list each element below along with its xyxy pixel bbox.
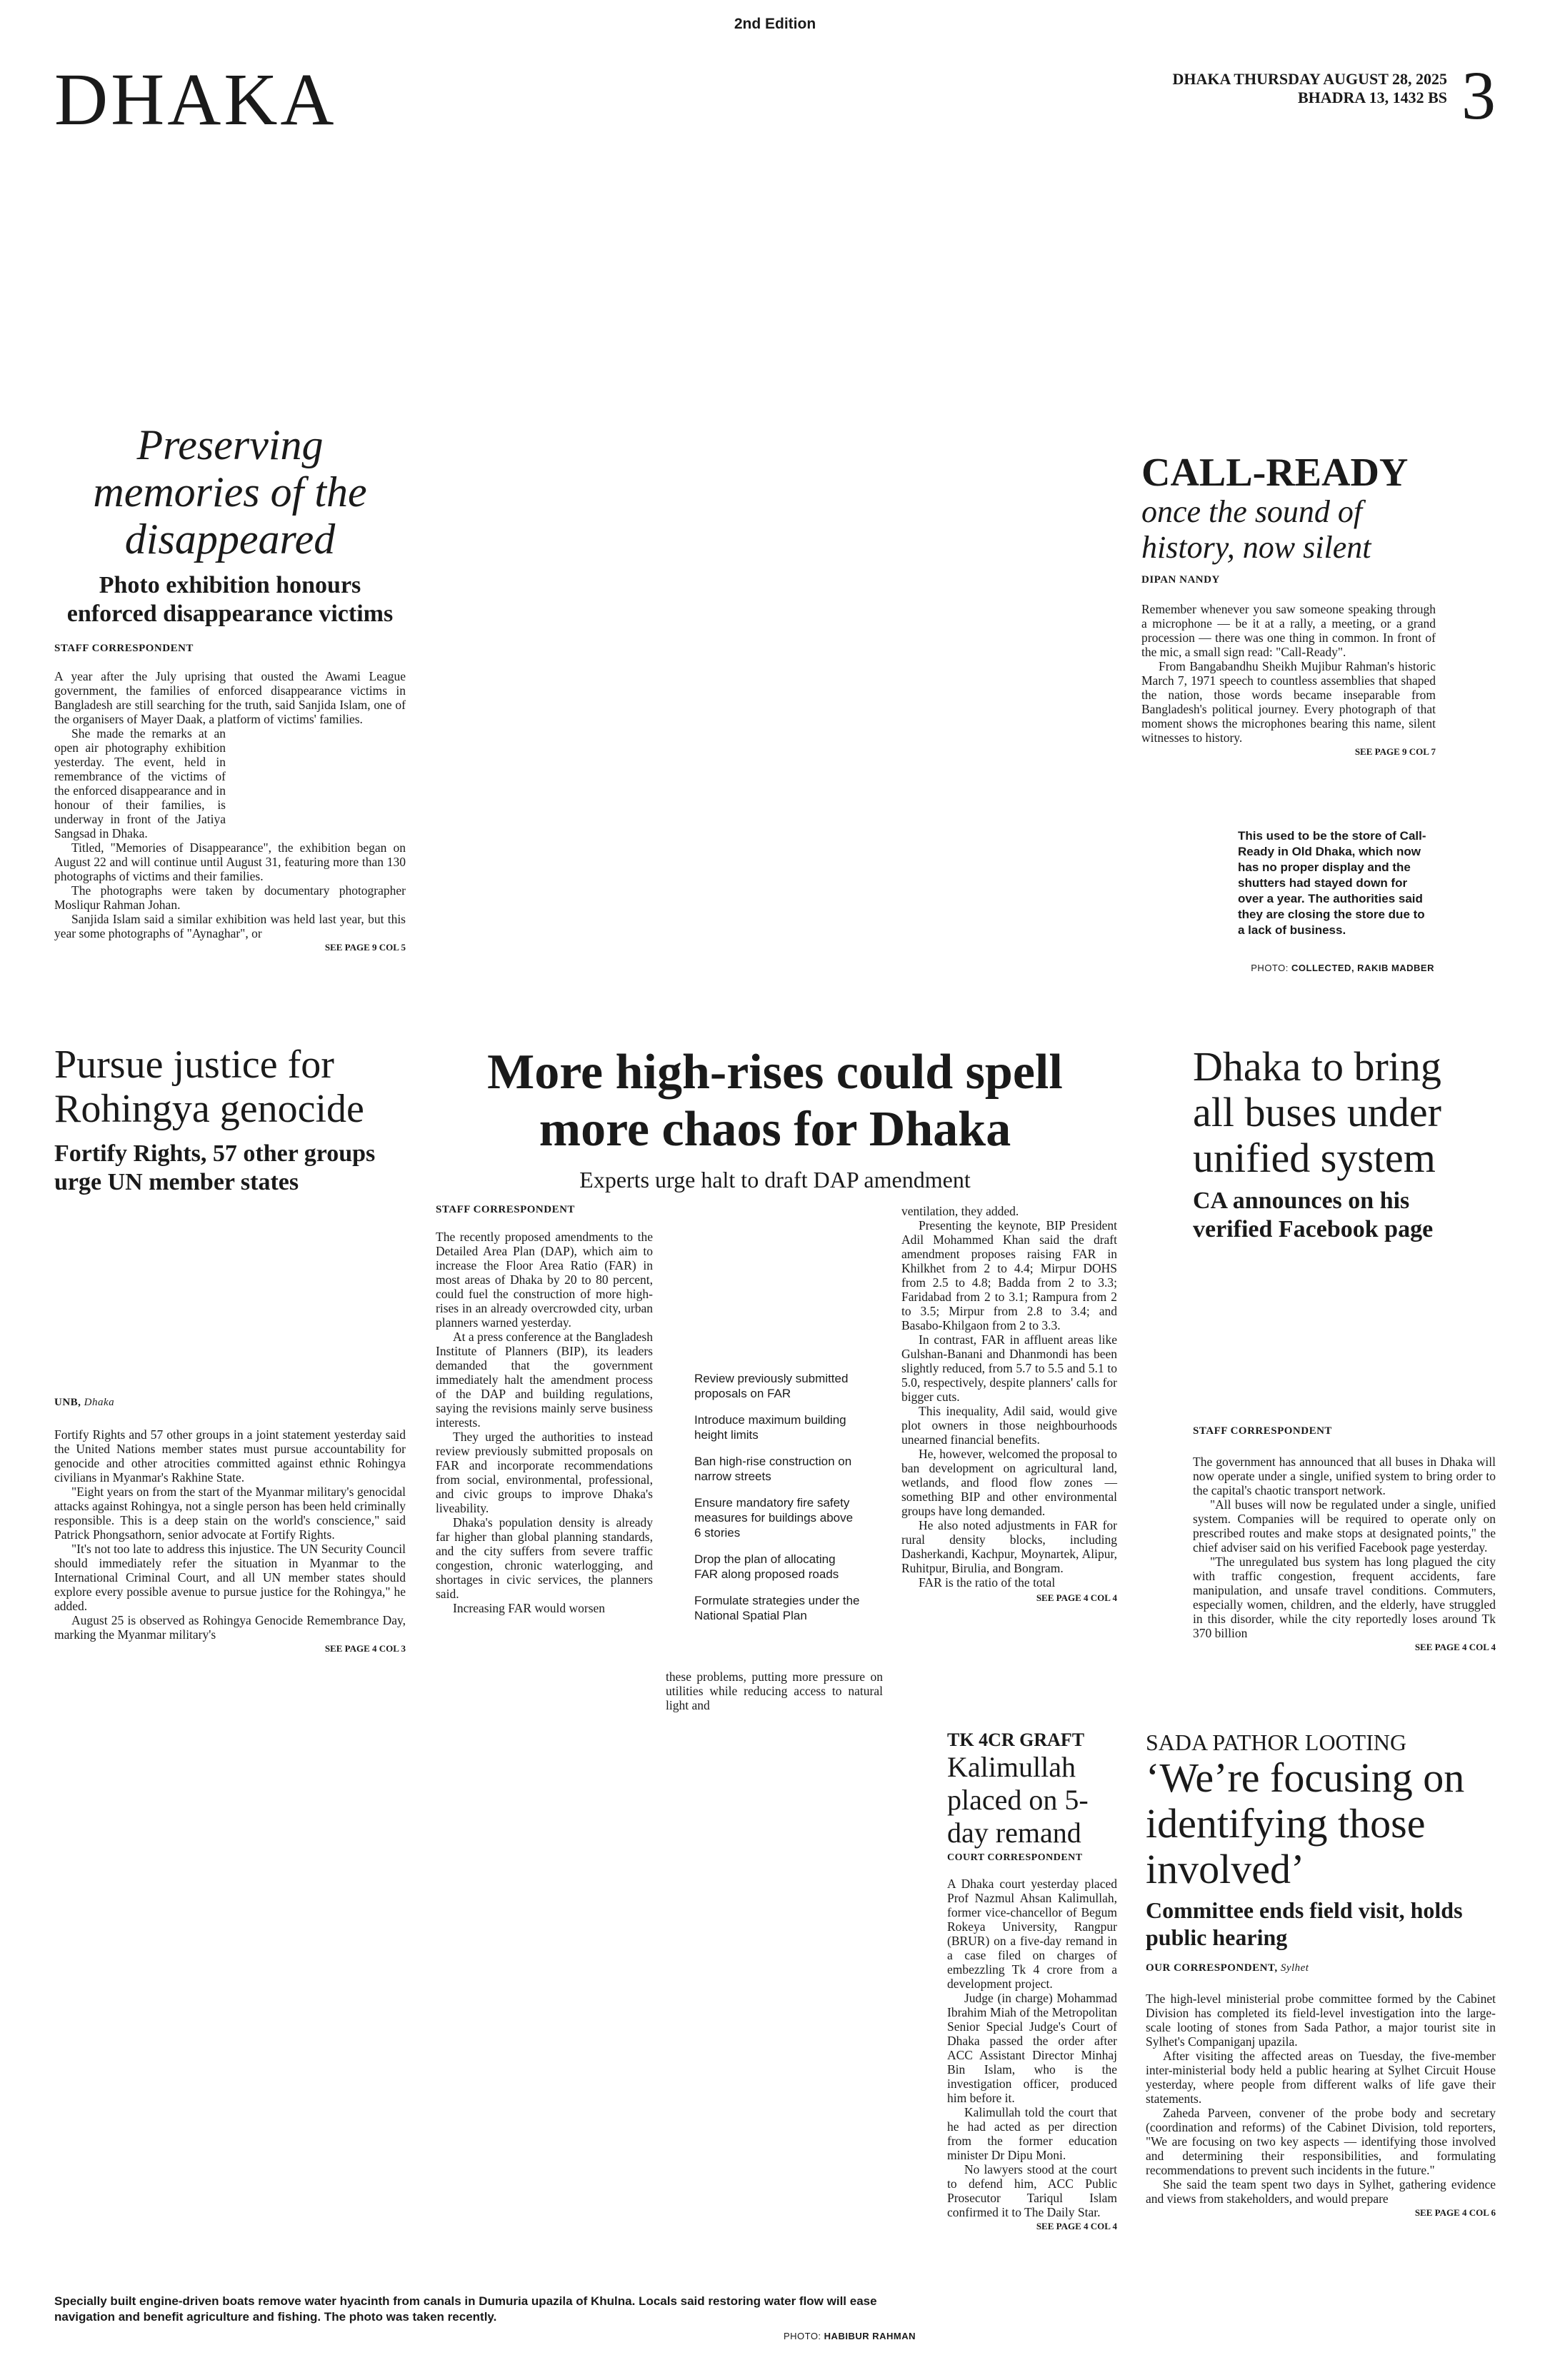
demand-item: Drop the plan of allocating FAR along proposed roads	[694, 1552, 839, 1581]
byline: STAFF CORRESPONDENT	[1193, 1425, 1332, 1437]
byline: STAFF CORRESPONDENT	[436, 1204, 575, 1215]
paragraph: At a press conference at the Bangladesh Institute of Planners (BIP), its leaders demanded that the government immediately halt the amendment process of the DAP and building regulations, saying the revisions mainly serve business interests.	[436, 1330, 653, 1430]
paragraph: The high-level ministerial probe committee formed by the Cabinet Division has completed its field-level investigation into the large-scale looting of stones from Sada Pathor, a major tourist site in Sylhet's Companiganj upazila.	[1146, 1992, 1496, 2049]
kicker: TK 4CR GRAFT	[947, 1729, 1085, 1750]
highrise-col-1	[436, 1230, 653, 1615]
byline: DIPAN NANDY	[1141, 574, 1220, 586]
story-buses	[1193, 1044, 1493, 1244]
dateline	[1173, 70, 1447, 107]
page-number: 3	[1461, 57, 1496, 134]
paragraph: From Bangabandhu Sheikh Mujibur Rahman's historic March 7, 1971 speech to countless assemblies that shaped the nation, those words became inseparable from Bangladesh's political journey. Every photograph of that moment shows the microphones bearing this name, silent witnesses to history.	[1141, 659, 1436, 745]
demands-box	[694, 1371, 860, 1635]
paragraph: FAR is the ratio of the total	[919, 1575, 1056, 1590]
demand-item: Ensure mandatory fire safety measures for buildings above 6 stories	[694, 1496, 854, 1540]
headline: Preserving memories of the disappeared	[93, 421, 367, 563]
paragraph: Titled, "Memories of Disappearance", the exhibition began on August 22 and will continue until August 31, featuring more than 130 photographs of victims and their families.	[54, 840, 406, 883]
story-body	[1193, 1455, 1496, 1640]
paragraph: She made the remarks at an open air photography exhibition yesterday. The event, held in remembrance of the victims of the enforced disappearance and in honour of their families, is underway in front of the Jatiya Sangsad in Dhaka.	[54, 726, 226, 840]
demand-item: Review previously submitted proposals on FAR	[694, 1372, 849, 1400]
byline-dateline: Sylhet	[1280, 1962, 1309, 1974]
byline: STAFF CORRESPONDENT	[54, 643, 194, 654]
headline: Dhaka to bring all buses under unified system	[1193, 1043, 1441, 1181]
paragraph: No lawyers stood at the court to defend him, ACC Public Prosecutor Tariqul Islam confirmed it to The Daily Star.	[947, 2162, 1117, 2219]
jump-line: SEE PAGE 4 COL 3	[324, 1643, 406, 1654]
story-highrise-head	[429, 1044, 1121, 1194]
jump-line: SEE PAGE 4 COL 6	[1414, 2207, 1496, 2218]
paragraph: "All buses will now be regulated under a single, unified system. Companies will be required to operate only on prescribed routes and make stops at designated points," the chief adviser said on his verified Facebook page yesterday.	[1193, 1497, 1496, 1555]
paragraph: They urged the authorities to instead review previously submitted proposals on FAR and incorporate recommendations from social, environmental, professional, and civic groups to improve Dhaka's liveability.	[436, 1430, 653, 1515]
date-line-2: BHADRA 13, 1432 BS	[1297, 89, 1447, 106]
story-body	[54, 669, 406, 940]
story-body	[54, 1427, 406, 1642]
demand-item: Ban high-rise construction on narrow streets	[694, 1455, 852, 1483]
headline: Kalimullah placed on 5-day remand	[947, 1751, 1089, 1849]
headline: once the sound of history, now silent	[1141, 494, 1371, 565]
subhead: Committee ends field visit, holds public hearing	[1146, 1897, 1463, 1950]
credit-name: HABIBUR RAHMAN	[824, 2331, 916, 2341]
byline-dateline: Dhaka	[84, 1397, 115, 1408]
photo-credit	[714, 2331, 916, 2341]
subhead: Fortify Rights, 57 other groups urge UN member states	[54, 1140, 376, 1195]
paragraph: After visiting the affected areas on Tuesday, the five-member inter-ministerial body held a public hearing at Sylhet Circuit House yesterday, where people from different walks of life gave their statements.	[1146, 2049, 1496, 2106]
paragraph: She said the team spent two days in Sylhet, gathering evidence and views from stakeholders, and would prepare	[1146, 2177, 1496, 2206]
story-buses-body	[1193, 1425, 1496, 1653]
demand-item: Introduce maximum building height limits	[694, 1413, 846, 1442]
story-kalimullah	[947, 1729, 1117, 2232]
paragraph: He, however, welcomed the proposal to ban development on agricultural land, wetlands, and flood flow zones — something BIP and other environmental groups have long demanded.	[901, 1447, 1117, 1518]
paragraph: The government has announced that all buses in Dhaka will now operate under a single, unified system to bring order to the capital's chaotic transport network.	[1193, 1455, 1496, 1497]
paragraph: In contrast, FAR in affluent areas like Gulshan-Banani and Dhanmondi has been slightly reduced, from 5.7 to 5.5 and 5.1 to 5.0, respectively, despite planners' calls for bigger cuts.	[901, 1332, 1117, 1404]
paragraph: Sanjida Islam said a similar exhibition was held last year, but this year some photographs of "Aynaghar", or	[54, 912, 406, 940]
story-body	[947, 1877, 1117, 2219]
story-memories	[54, 421, 406, 953]
credit-label: PHOTO:	[1251, 963, 1289, 973]
paragraph: these problems, putting more pressure on utilities while reducing access to natural light and	[666, 1669, 883, 1712]
byline	[1146, 1962, 1496, 1974]
photo-caption: Specially built engine-driven boats remove water hyacinth from canals in Dumuria upazila of Khulna. Locals said restoring water flow will ease navigation and benefit agriculture and fishing. The photo was taken recently.	[54, 2294, 877, 2324]
paragraph: Dhaka's population density is already far higher than global planning standards, and the city suffers from severe traffic congestion, chronic waterlogging, and shortages in civic services, the planners said.	[436, 1515, 653, 1601]
subhead: Photo exhibition honours enforced disappearance victims	[66, 572, 394, 627]
byline: COURT CORRESPONDENT	[947, 1852, 1083, 1863]
byline-agency: UNB,	[54, 1397, 81, 1408]
paragraph: Remember whenever you saw someone speaking through a microphone — be it at a rally, a meeting, or a grand procession — there was one thing in common. In front of the mic, a small sign read: "Call-Ready".	[1141, 602, 1436, 659]
jump-line: SEE PAGE 4 COL 4	[1414, 1642, 1496, 1652]
section-title: DHAKA	[54, 59, 337, 141]
paragraph: "It's not too late to address this injustice. The UN Security Council should immediately refer the situation in Myanmar to the International Criminal Court, and all UN member states should explore every possible avenue to pursue justice for the Rohingya," he added.	[54, 1542, 406, 1613]
paragraph: A Dhaka court yesterday placed Prof Nazmul Ahsan Kalimullah, former vice-chancellor of Begum Rokeya University, Rangpur (BRUR) on a five-day remand in a case filed on charges of embezzling Tk 4 crore from a development project.	[947, 1877, 1117, 1991]
jump-line: SEE PAGE 4 COL 4	[1036, 2221, 1117, 2231]
paragraph: He also noted adjustments in FAR for rural density blocks, including Dasherkandi, Kachpur, Moynartek, Alipur, Ruhitpur, Birulia, and Bongram.	[901, 1518, 1117, 1575]
subhead: Experts urge halt to draft DAP amendment	[579, 1167, 971, 1192]
credit-label: PHOTO:	[783, 2331, 821, 2341]
jump-line: SEE PAGE 9 COL 5	[324, 942, 406, 953]
story-sadapathor	[1146, 1729, 1496, 2219]
headline: ‘We’re focusing on identifying those involved’	[1146, 1754, 1465, 1892]
highrise-col-3	[901, 1204, 1117, 1605]
date-line-1: DHAKA THURSDAY AUGUST 28, 2025	[1172, 70, 1447, 88]
photo-caption: This used to be the store of Call-Ready in Old Dhaka, which now has no proper display and the shutters had stayed down for over a year. The authorities said they are closing the store due to a lack of business.	[1238, 829, 1426, 937]
paragraph: This inequality, Adil said, would give plot owners in those neighbourhoods unearned financial benefits.	[901, 1404, 1117, 1447]
paragraph: "Eight years on from the start of the Myanmar military's genocidal attacks against Rohingya, not a single person has been held criminally responsible. This is a deep stain on the world's conscience," said Patrick Phongsathorn, senior advocate at Fortify Rights.	[54, 1485, 406, 1542]
paragraph: August 25 is observed as Rohingya Genocide Remembrance Day, marking the Myanmar military's	[54, 1613, 406, 1642]
kicker: CALL-READY	[1141, 451, 1409, 495]
paragraph: Presenting the keynote, BIP President Adil Mohammed Khan said the draft amendment proposes raising FAR in Khilkhet from 2 to 4.4; Mirpur DOHS from 2.5 to 4.8; Badda from 2 to 3.3; Faridabad from 2 to 3.1; Rampura from 2 to 3.5; Mirpur from 2.8 to 3.4; and Basabo-Khilgaon from 2 to 3.3.	[901, 1218, 1117, 1332]
story-rohingya	[54, 1043, 406, 1197]
credit-name: COLLECTED, RAKIB MADBER	[1291, 963, 1434, 973]
byline-name: OUR CORRESPONDENT,	[1146, 1962, 1278, 1974]
paragraph: Kalimullah told the court that he had acted as per direction from the former education minister Dr Dipu Moni.	[947, 2105, 1117, 2162]
paragraph: Judge (in charge) Mohammad Ibrahim Miah of the Metropolitan Senior Special Judge's Court of Dhaka passed the order after ACC Assistant Director Minhaj Bin Islam, who is the investigation officer, produced him before it.	[947, 1991, 1117, 2105]
photo-credit	[1143, 963, 1434, 973]
paragraph: ventilation, they added.	[901, 1204, 1019, 1218]
jump-line: SEE PAGE 4 COL 4	[1036, 1592, 1117, 1603]
subhead: CA announces on his verified Facebook page	[1193, 1188, 1434, 1242]
jump-line: SEE PAGE 9 COL 7	[1354, 746, 1436, 757]
story-rohingya-body	[54, 1397, 406, 1655]
paragraph: Fortify Rights and 57 other groups in a joint statement yesterday said the United Nations member states must pursue accountability for genocide and other atrocities committed against ethnic Rohingya civilians in Myanmar's Rakhine State.	[54, 1427, 406, 1485]
byline	[54, 1397, 406, 1409]
highrise-col-2-tail	[666, 1669, 883, 1712]
headline: Pursue justice for Rohingya genocide	[54, 1043, 364, 1131]
story-body	[1141, 602, 1436, 745]
headline: More high-rises could spell more chaos for Dhaka	[487, 1045, 1063, 1157]
demand-item: Formulate strategies under the National Spatial Plan	[694, 1594, 860, 1622]
paragraph: The photographs were taken by documentary photographer Mosliqur Rahman Johan.	[54, 883, 406, 912]
story-callready	[1141, 451, 1436, 758]
paragraph: Increasing FAR would worsen	[453, 1601, 606, 1615]
paragraph: Zaheda Parveen, convener of the probe body and secretary (coordination and reforms) of the Cabinet Division, told reporters, "We are focusing on two key aspects — identifying those involved and determining their responsibilities, and formulating recommendations to prevent such incidents in the future."	[1146, 2106, 1496, 2177]
story-body	[1146, 1992, 1496, 2206]
paragraph: A year after the July uprising that ousted the Awami League government, the families of enforced disappearance victims in Bangladesh are still searching for the truth, said Sanjida Islam, one of the organisers of Mayer Daak, a platform of victims' families.	[54, 669, 406, 726]
paragraph: The recently proposed amendments to the Detailed Area Plan (DAP), which aim to increase the Floor Area Ratio (FAR) in most areas of Dhaka by 20 to 80 percent, could fuel the construction of more high-rises in an already overcrowded city, urban planners warned yesterday.	[436, 1230, 653, 1330]
kicker: SADA PATHOR LOOTING	[1146, 1729, 1407, 1755]
edition-label: 2nd Edition	[734, 16, 816, 32]
paragraph: "The unregulated bus system has long plagued the city with traffic congestion, frequent accidents, fare manipulation, and unsafe travel conditions. Commuters, especially women, children, and the elderly, have struggled in this disorder, while the city reportedly loses around Tk 370 billion	[1193, 1555, 1496, 1640]
